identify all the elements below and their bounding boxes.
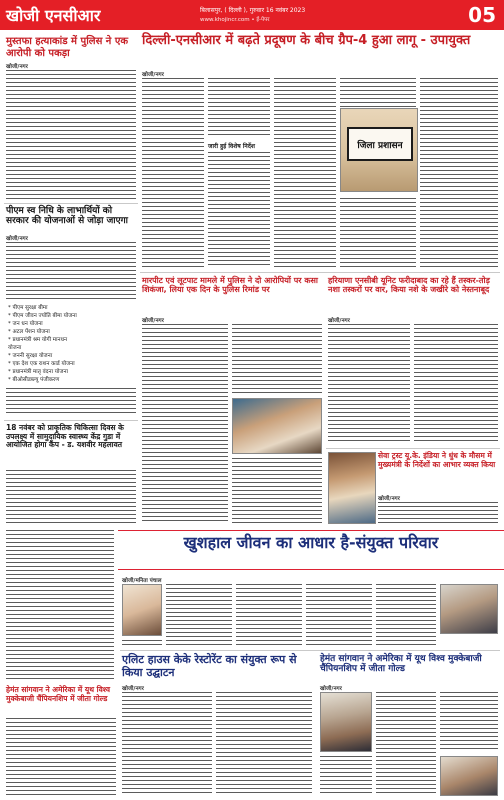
- article-body: [142, 78, 204, 268]
- list-item: * जननी सुरक्षा योजना: [8, 353, 53, 359]
- divider: [120, 650, 500, 651]
- article-body: [6, 70, 136, 200]
- byline: खोजी/मनिता पंचाल: [122, 578, 162, 584]
- headline-lead: दिल्ली-एनसीआर में बढ़ते प्रदूषण के बीच ग्रैप-4 हुआ लागू - उपायुक्त: [142, 33, 471, 48]
- headline-family: खुशहाल जीवन का आधार है-संयुक्त परिवार: [183, 533, 439, 552]
- headline-mustafa: मुस्तफा हत्याकांड में पुलिस ने एक आरोपी को पकड़ा: [6, 36, 129, 59]
- article-body: [306, 584, 372, 646]
- article-body: [340, 198, 416, 268]
- article-body: [6, 718, 116, 796]
- byline: खोजी/नगर: [320, 686, 342, 692]
- article-body: [6, 470, 136, 525]
- article-body: [6, 242, 136, 302]
- article-body: [328, 324, 410, 444]
- headline-hemant-left: हेमंत सांगवान ने अमेरिका में यूथ विश्व मुक्केबाजी चैंपियनशिप में जीता गोल्ड: [6, 685, 111, 703]
- byline: खोजी/नगर: [378, 496, 400, 502]
- list-item: योजना: [8, 345, 22, 351]
- article-body: [142, 324, 228, 524]
- list-item: * प्रधानमंत्री श्रम योगी मानधन: [8, 337, 68, 343]
- byline: खोजी/नगर: [328, 318, 350, 324]
- article-body: [440, 692, 498, 752]
- headline-naturopathy: 18 नवंबर को प्राकृतिक चिकित्सा दिवस के उपलक्ष्य में सामुदायिक स्वास्थ्य केंद्र गुडा में आयोजित होगा कैंप - ड. यशवीर महलावत: [6, 423, 124, 450]
- article-body: [340, 78, 416, 108]
- issue-date: बिलासपुर, ( दिल्ली ), गुरुवार 16 नवंबर 2023: [200, 7, 306, 14]
- article-body: [6, 388, 136, 416]
- article-body: [166, 584, 232, 646]
- article-body: [208, 152, 270, 268]
- article-body: [6, 530, 114, 680]
- photo-columnist: [440, 584, 498, 634]
- list-item: * बीओसीडब्ल्यू पंजीकरण: [8, 377, 60, 383]
- headline-assault-case: मारपीट एवं लूटपाट मामले में पुलिस ने दो आरोपियों पर कसा शिकंजा, लिया एक दिन के पुलिस रिमांड पर: [142, 276, 318, 295]
- byline: खोजी/नगर: [6, 236, 28, 242]
- byline: खोजी/नगर: [122, 686, 144, 692]
- list-item: * पीएम जीवन ज्योति बीमा योजना: [8, 313, 77, 319]
- list-item: * जन धन योजना: [8, 321, 43, 327]
- headline-pm-svanidhi: पीएम स्व निधि के लाभार्थियों को सरकार की योजनाओं से जोड़ा जाएगा: [6, 206, 128, 227]
- headline-elite-house: एलिट हाउस केके रेस्टोरेंट का संयुक्त रूप से किया उद्घाटन: [122, 653, 297, 679]
- headline-seva-trust: सेवा ट्रस्ट यू.के. इंडिया ने धुंध के मौसम में मुख्यमंत्री के निर्देशों का आभार व्यक्त किया: [378, 451, 496, 469]
- photo-district-office: [340, 108, 418, 192]
- divider: [4, 203, 138, 204]
- list-item: * पीएम सुरक्षा बीमा: [8, 305, 48, 311]
- headline-ncb: हरियाणा एनसीबी यूनिट फरीदाबाद का रहे हैं तस्कर-तोड़ नशा तस्करों पर वार, किया नशे के जखीरे को नेस्तनाबूद: [328, 276, 490, 295]
- photo-seva-trust: [328, 452, 376, 524]
- newspaper-logo: खोजी एनसीआर: [6, 6, 101, 25]
- photo-police: [232, 398, 322, 454]
- article-body: [376, 692, 436, 796]
- scheme-list: [8, 304, 136, 384]
- article-body: [232, 324, 322, 394]
- divider: [140, 272, 500, 273]
- article-body: [376, 584, 436, 646]
- article-body: [216, 692, 312, 796]
- article-body: [414, 324, 498, 444]
- article-body: [122, 692, 212, 796]
- byline: खोजी/नगर: [6, 64, 28, 70]
- signboard-text: जिला प्रशासन: [357, 140, 403, 151]
- photo-boxer: [320, 692, 372, 752]
- list-item: * अटल पेंशन योजना: [8, 329, 50, 335]
- byline: खोजी/नगर: [142, 318, 164, 324]
- byline: खोजी/नगर: [142, 72, 164, 78]
- signboard: [347, 127, 413, 161]
- article-body: [232, 458, 322, 524]
- article-body: [320, 756, 372, 796]
- article-body: [274, 78, 336, 268]
- page-number: 05: [468, 3, 496, 27]
- masthead: [0, 0, 504, 30]
- photo-official: [440, 756, 498, 796]
- article-body: [420, 78, 498, 268]
- divider: [326, 448, 500, 449]
- list-item: * प्रधानमंत्री मातृ वंदना योजना: [8, 369, 68, 375]
- list-item: * एक देश एक राशन कार्ड योजना: [8, 361, 75, 367]
- photo-family-author: [122, 584, 162, 636]
- article-body: [236, 584, 302, 646]
- subheading: जारी हुई विशेष निर्देश: [208, 143, 256, 150]
- website-line: www.khojincr.com • ई-पेपर: [200, 17, 270, 23]
- article-body: [122, 640, 162, 646]
- divider: [4, 420, 138, 421]
- article-body: [378, 502, 498, 524]
- headline-boxing: हेमंत सांगवान ने अमेरिका में यूथ विश्व मुक्केबाजी चैंपियनशिप में जीता गोल्ड: [320, 654, 482, 675]
- article-body: [208, 78, 270, 138]
